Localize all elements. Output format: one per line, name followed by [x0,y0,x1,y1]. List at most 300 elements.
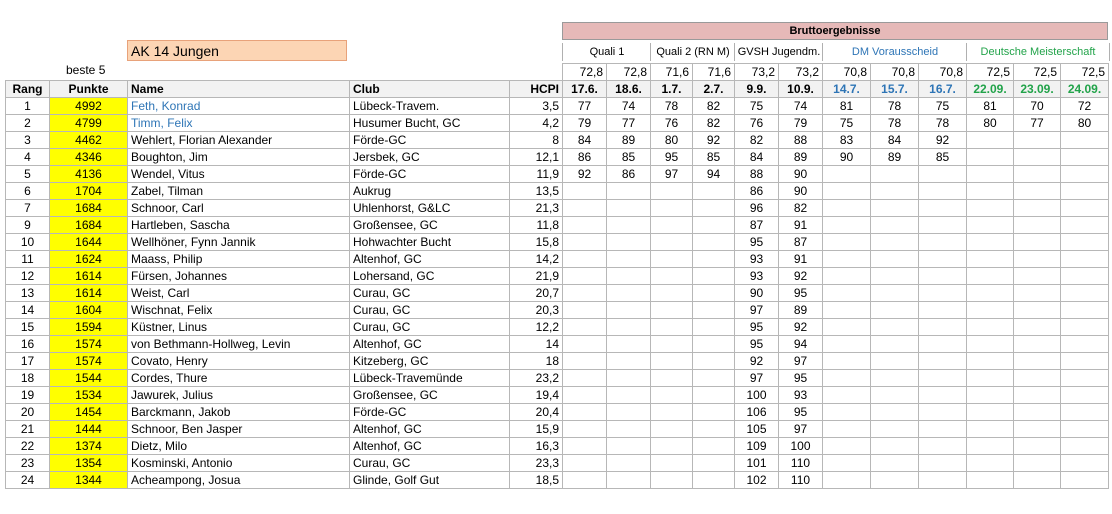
name-cell: Schnoor, Carl [128,200,350,217]
table-row [6,370,1109,387]
club-cell: Aukrug [350,183,510,200]
score-cell: 72 [1061,98,1109,115]
score-cell [919,234,967,251]
score-cell [1061,438,1109,455]
score-cell [693,234,735,251]
club-cell: Lübeck-Travem. [350,98,510,115]
table-row [6,115,1109,132]
score-cell [607,319,651,336]
beste-label: beste 5 [66,63,106,77]
score-cell [563,336,607,353]
club-cell: Großensee, GC [350,217,510,234]
score-cell [967,302,1014,319]
score-cell [823,387,871,404]
score-cell [1014,132,1061,149]
score-cell [651,217,693,234]
table-row [6,251,1109,268]
score-cell: 97 [735,302,779,319]
name-cell: Wendel, Vitus [128,166,350,183]
score-cell [651,370,693,387]
score-cell [651,421,693,438]
rang-cell: 15 [6,319,50,336]
score-cell [919,217,967,234]
score-cell: 90 [779,166,823,183]
club-cell: Curau, GC [350,302,510,319]
name-cell: Feth, Konrad [128,98,350,115]
score-cell [823,472,871,489]
table-row [6,268,1109,285]
score-cell [871,455,919,472]
club-cell: Förde-GC [350,132,510,149]
hcpi-cell: 11,8 [510,217,563,234]
score-cell [967,370,1014,387]
rang-cell: 1 [6,98,50,115]
score-cell [967,251,1014,268]
score-cell: 110 [779,455,823,472]
table-row [6,200,1109,217]
score-cell [967,268,1014,285]
rang-cell: 14 [6,302,50,319]
name-cell: Covato, Henry [128,353,350,370]
score-cell: 77 [563,98,607,115]
score-cell [563,353,607,370]
hcpi-cell: 3,5 [510,98,563,115]
hcpi-cell: 14,2 [510,251,563,268]
table-row [6,217,1109,234]
score-cell [693,472,735,489]
score-cell [651,251,693,268]
name-cell: Wehlert, Florian Alexander [128,132,350,149]
score-cell: 80 [967,115,1014,132]
name-cell: Zabel, Tilman [128,183,350,200]
score-cell: 79 [563,115,607,132]
course-rating: 72,5 [1061,64,1109,81]
score-cell [1061,421,1109,438]
score-cell [823,285,871,302]
header-date: 15.7. [871,81,919,98]
score-cell: 75 [919,98,967,115]
score-cell [1061,217,1109,234]
name-cell: Fürsen, Johannes [128,268,350,285]
score-cell [1061,387,1109,404]
score-cell [563,438,607,455]
score-cell [919,336,967,353]
score-cell [563,455,607,472]
score-cell [919,455,967,472]
club-cell: Jersbek, GC [350,149,510,166]
punkte-cell: 1574 [50,336,128,353]
score-cell: 100 [735,387,779,404]
score-cell [1061,472,1109,489]
score-cell: 95 [779,285,823,302]
score-cell [1014,455,1061,472]
course-rating: 70,8 [823,64,871,81]
score-cell [823,438,871,455]
score-cell [967,336,1014,353]
score-cell [919,251,967,268]
score-cell [693,200,735,217]
score-cell: 74 [607,98,651,115]
score-cell: 92 [779,319,823,336]
score-cell [693,319,735,336]
punkte-cell: 1574 [50,353,128,370]
score-cell: 92 [693,132,735,149]
score-cell [1061,336,1109,353]
club-cell: Großensee, GC [350,387,510,404]
score-cell [871,370,919,387]
table-row [6,302,1109,319]
club-cell: Kitzeberg, GC [350,353,510,370]
hcpi-cell: 14 [510,336,563,353]
punkte-cell: 1644 [50,234,128,251]
score-cell: 90 [779,183,823,200]
score-cell [1061,166,1109,183]
rang-cell: 3 [6,132,50,149]
rang-cell: 23 [6,455,50,472]
table-row [6,404,1109,421]
score-cell [919,353,967,370]
score-cell [607,404,651,421]
score-cell [1014,319,1061,336]
score-cell [1014,387,1061,404]
score-cell [563,370,607,387]
score-cell [871,336,919,353]
name-cell: Kosminski, Antonio [128,455,350,472]
score-cell [1061,353,1109,370]
score-cell [967,166,1014,183]
header-date: 1.7. [651,81,693,98]
score-cell [651,353,693,370]
score-cell [1014,285,1061,302]
group-deutsche-meisterschaft: Deutsche Meisterschaft [966,43,1110,61]
score-cell [693,421,735,438]
page-title: AK 14 Jungen [127,40,347,61]
header-punkte: Punkte [50,81,128,98]
score-cell [967,421,1014,438]
score-cell [563,234,607,251]
score-cell: 76 [651,115,693,132]
name-cell: Weist, Carl [128,285,350,302]
score-cell: 70 [1014,98,1061,115]
course-rating-row [6,64,1109,81]
score-cell: 94 [693,166,735,183]
table-row [6,132,1109,149]
punkte-cell: 1614 [50,285,128,302]
score-cell: 92 [779,268,823,285]
score-cell [563,251,607,268]
score-cell: 90 [823,149,871,166]
score-cell: 82 [693,115,735,132]
score-cell: 81 [967,98,1014,115]
score-cell [1014,438,1061,455]
score-cell [1014,149,1061,166]
header-date: 18.6. [607,81,651,98]
score-cell [651,200,693,217]
score-cell [919,404,967,421]
score-cell: 95 [735,336,779,353]
score-cell [607,421,651,438]
score-cell [1014,336,1061,353]
score-cell: 89 [871,149,919,166]
score-cell [823,251,871,268]
club-cell: Hohwachter Bucht [350,234,510,251]
score-cell [1014,472,1061,489]
score-cell: 84 [735,149,779,166]
rang-cell: 24 [6,472,50,489]
score-cell [823,404,871,421]
score-cell [823,200,871,217]
club-cell: Curau, GC [350,285,510,302]
punkte-cell: 1624 [50,251,128,268]
table-row [6,285,1109,302]
hcpi-cell: 23,3 [510,455,563,472]
header-date: 16.7. [919,81,967,98]
score-cell: 97 [779,421,823,438]
score-cell [651,268,693,285]
rang-cell: 20 [6,404,50,421]
score-cell [651,438,693,455]
table-row [6,387,1109,404]
score-cell [607,455,651,472]
table-row [6,421,1109,438]
punkte-cell: 1354 [50,455,128,472]
score-cell [651,285,693,302]
score-cell: 78 [651,98,693,115]
rang-cell: 12 [6,268,50,285]
score-cell: 105 [735,421,779,438]
rang-cell: 16 [6,336,50,353]
score-cell [871,217,919,234]
score-cell [607,438,651,455]
score-cell [871,285,919,302]
score-cell [967,285,1014,302]
score-cell [651,387,693,404]
score-cell: 80 [1061,115,1109,132]
score-cell [607,268,651,285]
score-cell [967,149,1014,166]
score-cell [823,455,871,472]
score-cell [651,336,693,353]
name-cell: Wellhöner, Fynn Jannik [128,234,350,251]
score-cell [871,387,919,404]
score-cell [967,234,1014,251]
score-cell [1014,370,1061,387]
score-cell: 95 [735,319,779,336]
score-cell: 81 [823,98,871,115]
rang-cell: 11 [6,251,50,268]
table-row [6,438,1109,455]
punkte-cell: 1594 [50,319,128,336]
score-cell: 77 [607,115,651,132]
score-cell [607,370,651,387]
score-cell [1061,149,1109,166]
score-cell [607,234,651,251]
name-cell: Maass, Philip [128,251,350,268]
score-cell [967,200,1014,217]
score-cell [607,302,651,319]
score-cell: 92 [919,132,967,149]
course-rating: 72,5 [1014,64,1061,81]
punkte-cell: 4992 [50,98,128,115]
hcpi-cell: 15,9 [510,421,563,438]
score-cell: 95 [735,234,779,251]
table-row [6,336,1109,353]
score-cell [919,370,967,387]
hcpi-cell: 11,9 [510,166,563,183]
punkte-cell: 1704 [50,183,128,200]
course-rating: 72,8 [607,64,651,81]
score-cell [693,268,735,285]
table-row [6,98,1109,115]
score-cell [693,302,735,319]
table-row [6,353,1109,370]
score-cell: 83 [823,132,871,149]
score-cell: 92 [563,166,607,183]
score-cell [1014,166,1061,183]
score-cell: 93 [735,268,779,285]
score-cell [823,166,871,183]
score-cell [1014,183,1061,200]
punkte-cell: 4799 [50,115,128,132]
club-cell: Uhlenhorst, G&LC [350,200,510,217]
course-rating: 71,6 [693,64,735,81]
group-gvsh: GVSH Jugendm. [734,43,823,61]
club-cell: Curau, GC [350,319,510,336]
name-cell: Hartleben, Sascha [128,217,350,234]
header-date: 23.09. [1014,81,1061,98]
score-cell [967,353,1014,370]
score-cell [1014,251,1061,268]
score-cell [871,302,919,319]
score-cell [871,319,919,336]
course-rating: 73,2 [779,64,823,81]
table-row [6,234,1109,251]
table-row [6,166,1109,183]
score-cell: 91 [779,251,823,268]
header-name: Name [128,81,350,98]
score-cell [823,183,871,200]
punkte-cell: 4462 [50,132,128,149]
score-cell: 109 [735,438,779,455]
group-dm-vorausscheid: DM Vorausscheid [822,43,967,61]
score-cell [693,370,735,387]
rang-cell: 10 [6,234,50,251]
score-cell: 88 [735,166,779,183]
punkte-cell: 1684 [50,217,128,234]
club-cell: Altenhof, GC [350,251,510,268]
score-cell [1061,302,1109,319]
score-cell [651,455,693,472]
score-cell: 93 [779,387,823,404]
score-cell: 78 [871,98,919,115]
score-cell [607,472,651,489]
score-cell [607,183,651,200]
score-cell: 89 [607,132,651,149]
header-date: 17.6. [563,81,607,98]
score-cell: 75 [735,98,779,115]
score-cell [1014,200,1061,217]
header-date: 14.7. [823,81,871,98]
brutto-header: Bruttoergebnisse [562,22,1108,40]
table-row [6,472,1109,489]
table-row [6,183,1109,200]
score-cell [823,268,871,285]
score-cell: 86 [563,149,607,166]
punkte-cell: 1444 [50,421,128,438]
score-cell [607,285,651,302]
rang-cell: 2 [6,115,50,132]
score-cell [651,234,693,251]
score-cell [693,438,735,455]
hcpi-cell: 19,4 [510,387,563,404]
score-cell [693,455,735,472]
score-cell [871,472,919,489]
score-cell [919,438,967,455]
name-cell: Dietz, Milo [128,438,350,455]
punkte-cell: 1544 [50,370,128,387]
score-cell [1014,404,1061,421]
course-rating: 73,2 [735,64,779,81]
score-cell [823,234,871,251]
score-cell: 97 [779,353,823,370]
club-cell: Glinde, Golf Gut [350,472,510,489]
score-cell: 95 [779,404,823,421]
score-cell: 76 [735,115,779,132]
hcpi-cell: 13,5 [510,183,563,200]
score-cell: 82 [693,98,735,115]
score-cell [563,302,607,319]
name-cell: Küstner, Linus [128,319,350,336]
score-cell: 110 [779,472,823,489]
score-cell [607,251,651,268]
rang-cell: 22 [6,438,50,455]
score-cell: 102 [735,472,779,489]
score-cell [871,268,919,285]
score-cell [1014,217,1061,234]
score-cell [607,217,651,234]
score-cell: 89 [779,149,823,166]
header-date: 2.7. [693,81,735,98]
score-cell: 87 [735,217,779,234]
score-cell [563,421,607,438]
course-rating: 70,8 [919,64,967,81]
score-cell: 95 [779,370,823,387]
score-cell: 78 [871,115,919,132]
score-cell: 97 [651,166,693,183]
score-cell [693,387,735,404]
score-cell: 75 [823,115,871,132]
name-cell: Jawurek, Julius [128,387,350,404]
punkte-cell: 1344 [50,472,128,489]
hcpi-cell: 16,3 [510,438,563,455]
score-cell [1061,200,1109,217]
rang-cell: 18 [6,370,50,387]
rang-cell: 6 [6,183,50,200]
score-cell: 100 [779,438,823,455]
hcpi-cell: 20,7 [510,285,563,302]
rang-cell: 17 [6,353,50,370]
score-cell: 94 [779,336,823,353]
score-cell [1061,319,1109,336]
score-cell: 91 [779,217,823,234]
score-cell [871,438,919,455]
score-cell: 74 [779,98,823,115]
hcpi-cell: 8 [510,132,563,149]
punkte-cell: 1374 [50,438,128,455]
hcpi-cell: 18 [510,353,563,370]
score-cell [967,455,1014,472]
rang-cell: 7 [6,200,50,217]
